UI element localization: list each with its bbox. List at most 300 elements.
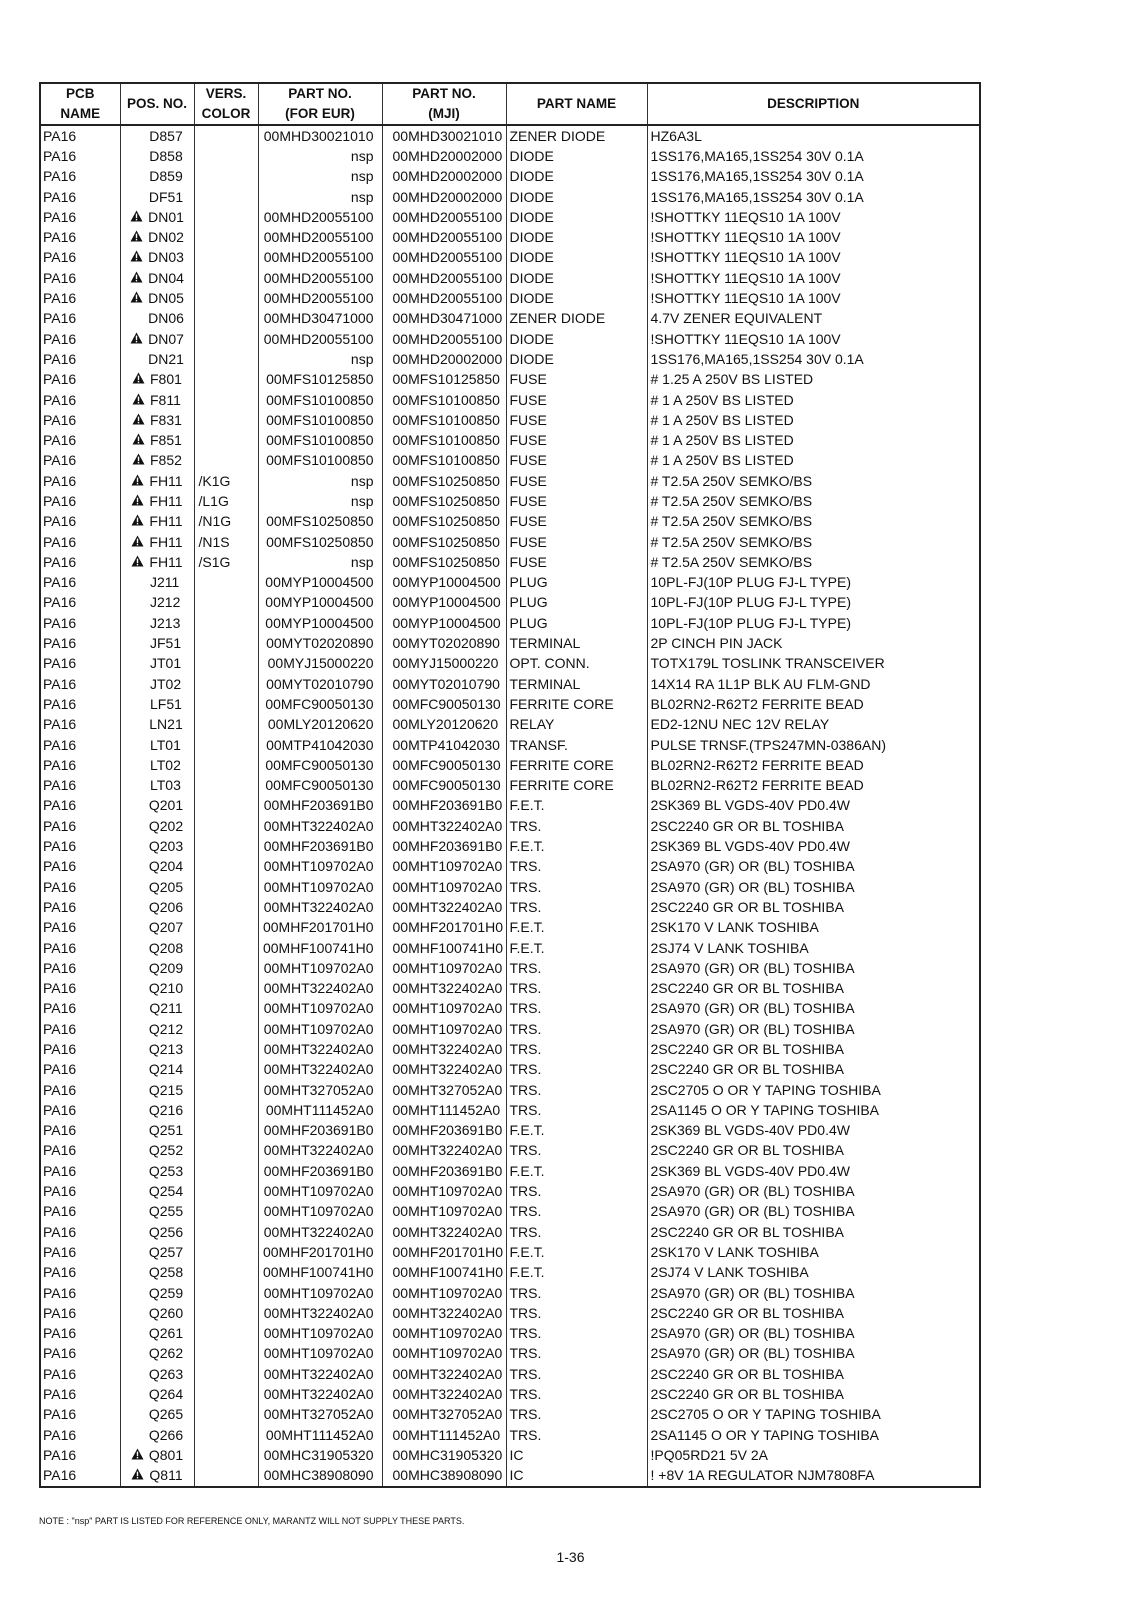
vers-color-cell bbox=[194, 796, 258, 816]
pos-no-cell bbox=[120, 1263, 194, 1283]
page-number: 1-36 bbox=[556, 1549, 585, 1565]
part-no-eur-cell: 00MLY20120620 bbox=[258, 715, 382, 735]
vers-color-cell bbox=[194, 309, 258, 329]
pos-no-value: F801 bbox=[150, 371, 182, 388]
pos-no-value: LN21 bbox=[149, 716, 183, 733]
part-name-cell: F.E.T. bbox=[506, 796, 647, 816]
pcb-name-cell: PA16 bbox=[43, 756, 77, 773]
part-no-eur-cell: 00MHF100741H0 bbox=[258, 938, 382, 958]
vers-color-cell bbox=[194, 248, 258, 268]
pos-no-cell bbox=[120, 329, 194, 349]
vers-color-cell bbox=[194, 593, 258, 613]
part-name-cell: DIODE bbox=[506, 227, 647, 247]
part-name-cell: TRS. bbox=[506, 1324, 647, 1344]
part-name-cell: RELAY bbox=[506, 715, 647, 735]
pcb-name-cell: PA16 bbox=[43, 574, 77, 591]
pos-no-cell bbox=[120, 1425, 194, 1445]
part-no-eur-cell: 00MHF203691B0 bbox=[258, 836, 382, 856]
table-row bbox=[40, 816, 980, 836]
part-no-mji-cell: 00MHT322402A0 bbox=[382, 1141, 506, 1161]
vers-color-cell bbox=[194, 654, 258, 674]
description-cell: 2SA970 (GR) OR (BL) TOSHIBA bbox=[647, 1283, 980, 1303]
part-name-cell: FERRITE CORE bbox=[506, 776, 647, 796]
part-name-cell: FUSE bbox=[506, 532, 647, 552]
part-no-eur-cell: 00MHT322402A0 bbox=[258, 1384, 382, 1404]
part-no-eur-cell: 00MHT109702A0 bbox=[258, 857, 382, 877]
pos-no-value: DN07 bbox=[148, 330, 184, 347]
pcb-name-cell: PA16 bbox=[43, 655, 77, 672]
table-row bbox=[40, 776, 980, 796]
table-row bbox=[40, 227, 980, 247]
part-no-mji-cell: 00MFC90050130 bbox=[382, 776, 506, 796]
pos-no-value: D858 bbox=[149, 147, 183, 164]
pcb-name-cell: PA16 bbox=[43, 1041, 77, 1057]
part-no-mji-cell: 00MHT327052A0 bbox=[382, 1080, 506, 1100]
pos-no-cell bbox=[120, 451, 194, 471]
pcb-name-cell: PA16 bbox=[43, 594, 77, 611]
description-cell: # 1 A 250V BS LISTED bbox=[647, 390, 980, 410]
pos-no-value: Q260 bbox=[148, 1304, 184, 1321]
pcb-name-cell: PA16 bbox=[43, 1426, 77, 1443]
part-no-eur-cell: 00MHF203691B0 bbox=[258, 1121, 382, 1141]
pos-no-value: Q266 bbox=[148, 1426, 184, 1443]
vers-color-cell bbox=[194, 1303, 258, 1323]
part-no-eur-cell: 00MHC31905320 bbox=[258, 1445, 382, 1465]
table-row bbox=[40, 958, 980, 978]
vers-color-cell: /N1S bbox=[194, 532, 258, 552]
description-cell: BL02RN2-R62T2 FERRITE BEAD bbox=[647, 694, 980, 714]
pcb-name-cell: PA16 bbox=[43, 1446, 77, 1463]
vers-color-cell bbox=[194, 1384, 258, 1404]
pos-no-cell bbox=[120, 1303, 194, 1323]
pos-no-value: F831 bbox=[150, 411, 182, 428]
part-no-mji-cell: 00MFC90050130 bbox=[382, 755, 506, 775]
part-name-cell: IC bbox=[506, 1466, 647, 1487]
pcb-name-cell: PA16 bbox=[43, 371, 77, 388]
part-no-eur-cell: nsp bbox=[258, 187, 382, 207]
pos-no-cell bbox=[120, 207, 194, 227]
pos-no-cell bbox=[120, 1324, 194, 1344]
vers-color-cell bbox=[194, 613, 258, 633]
header-vers-top: VERS. bbox=[194, 83, 258, 104]
description-cell: !SHOTTKY 11EQS10 1A 100V bbox=[647, 248, 980, 268]
vers-color-cell bbox=[194, 1242, 258, 1262]
pos-no-value: DN21 bbox=[148, 350, 184, 367]
part-no-mji-cell: 00MHD20055100 bbox=[382, 329, 506, 349]
warning-triangle-icon bbox=[130, 210, 145, 222]
part-no-eur-cell: 00MHT109702A0 bbox=[258, 1202, 382, 1222]
vers-color-cell bbox=[194, 938, 258, 958]
pos-no-cell bbox=[120, 694, 194, 714]
part-name-cell: TERMINAL bbox=[506, 633, 647, 653]
pcb-name-cell: PA16 bbox=[43, 959, 77, 976]
table-row bbox=[40, 1466, 980, 1487]
description-cell: !SHOTTKY 11EQS10 1A 100V bbox=[647, 207, 980, 227]
pos-no-value: Q202 bbox=[148, 817, 184, 834]
description-cell: 10PL-FJ(10P PLUG FJ-L TYPE) bbox=[647, 613, 980, 633]
pos-no-value: Q211 bbox=[149, 1000, 183, 1017]
pos-no-value: LF51 bbox=[150, 695, 182, 712]
vers-color-cell bbox=[194, 755, 258, 775]
part-no-eur-cell: 00MHT109702A0 bbox=[258, 1324, 382, 1344]
description-cell: # T2.5A 250V SEMKO/BS bbox=[647, 532, 980, 552]
pos-no-cell bbox=[120, 167, 194, 187]
pos-no-value: Q204 bbox=[148, 858, 184, 875]
description-cell: # T2.5A 250V SEMKO/BS bbox=[647, 491, 980, 511]
part-name-cell: TRS. bbox=[506, 1039, 647, 1059]
pos-no-value: Q257 bbox=[148, 1243, 184, 1260]
pos-no-cell bbox=[120, 512, 194, 532]
pos-no-cell bbox=[120, 491, 194, 511]
part-no-mji-cell: 00MFS10100850 bbox=[382, 430, 506, 450]
description-cell: !SHOTTKY 11EQS10 1A 100V bbox=[647, 268, 980, 288]
pcb-name-cell: PA16 bbox=[43, 1325, 77, 1342]
pos-no-value: DF51 bbox=[148, 188, 184, 205]
part-no-mji-cell: 00MHT109702A0 bbox=[382, 877, 506, 897]
table-row bbox=[40, 390, 980, 410]
part-name-cell: DIODE bbox=[506, 146, 647, 166]
header-part-name: PART NAME bbox=[506, 83, 647, 125]
pos-no-cell bbox=[120, 288, 194, 308]
pos-no-value: DN03 bbox=[148, 249, 184, 266]
pos-no-cell bbox=[120, 1019, 194, 1039]
description-cell: BL02RN2-R62T2 FERRITE BEAD bbox=[647, 776, 980, 796]
pos-no-cell bbox=[120, 125, 194, 146]
description-cell: 2SC2240 GR OR BL TOSHIBA bbox=[647, 1364, 980, 1384]
description-cell: # T2.5A 250V SEMKO/BS bbox=[647, 471, 980, 491]
header-description: DESCRIPTION bbox=[647, 83, 980, 125]
vers-color-cell: /L1G bbox=[194, 491, 258, 511]
pos-no-cell bbox=[120, 654, 194, 674]
warning-triangle-icon bbox=[131, 1448, 146, 1460]
part-no-eur-cell: 00MHF100741H0 bbox=[258, 1263, 382, 1283]
part-no-mji-cell: 00MHF201701H0 bbox=[382, 1242, 506, 1262]
table-row bbox=[40, 1121, 980, 1141]
part-no-eur-cell: 00MFS10250850 bbox=[258, 532, 382, 552]
pos-no-value: F811 bbox=[150, 391, 181, 408]
vers-color-cell bbox=[194, 1019, 258, 1039]
pcb-name-cell: PA16 bbox=[43, 452, 77, 469]
pos-no-value: DN02 bbox=[148, 229, 184, 246]
vers-color-cell: /K1G bbox=[194, 471, 258, 491]
description-cell: 2SA970 (GR) OR (BL) TOSHIBA bbox=[647, 1181, 980, 1201]
warning-triangle-icon bbox=[130, 230, 145, 242]
pos-no-cell bbox=[120, 715, 194, 735]
table-row bbox=[40, 1405, 980, 1425]
pos-no-cell bbox=[120, 349, 194, 369]
part-no-mji-cell: 00MHD20002000 bbox=[382, 349, 506, 369]
pcb-name-cell: PA16 bbox=[43, 695, 77, 712]
part-no-eur-cell: 00MHT327052A0 bbox=[258, 1405, 382, 1425]
table-row bbox=[40, 573, 980, 593]
part-no-eur-cell: 00MHT109702A0 bbox=[258, 958, 382, 978]
part-no-eur-cell: 00MHT322402A0 bbox=[258, 816, 382, 836]
part-no-mji-cell: 00MLY20120620 bbox=[382, 715, 506, 735]
part-no-mji-cell: 00MHC31905320 bbox=[382, 1445, 506, 1465]
pos-no-value: Q210 bbox=[148, 980, 184, 997]
pcb-name-cell: PA16 bbox=[43, 472, 77, 489]
pcb-name-cell: PA16 bbox=[43, 411, 77, 428]
part-name-cell: TRS. bbox=[506, 1364, 647, 1384]
part-no-eur-cell: 00MHD20055100 bbox=[258, 288, 382, 308]
vers-color-cell bbox=[194, 1466, 258, 1487]
description-cell: !SHOTTKY 11EQS10 1A 100V bbox=[647, 288, 980, 308]
vers-color-cell bbox=[194, 410, 258, 430]
vers-color-cell bbox=[194, 1080, 258, 1100]
part-name-cell: FUSE bbox=[506, 491, 647, 511]
pos-no-cell bbox=[120, 1445, 194, 1465]
part-no-eur-cell: 00MYP10004500 bbox=[258, 613, 382, 633]
part-no-mji-cell: 00MHT109702A0 bbox=[382, 958, 506, 978]
table-row bbox=[40, 613, 980, 633]
part-name-cell: TRS. bbox=[506, 897, 647, 917]
description-cell: PULSE TRNSF.(TPS247MN-0386AN) bbox=[647, 735, 980, 755]
header-mji-top: PART NO. bbox=[382, 83, 506, 104]
pos-no-value: Q201 bbox=[148, 797, 184, 814]
table-row bbox=[40, 1324, 980, 1344]
part-no-eur-cell: 00MHT322402A0 bbox=[258, 1364, 382, 1384]
part-no-mji-cell: 00MHT109702A0 bbox=[382, 1181, 506, 1201]
part-no-eur-cell: 00MHT109702A0 bbox=[258, 1019, 382, 1039]
part-no-eur-cell: 00MYP10004500 bbox=[258, 593, 382, 613]
pcb-name-cell: PA16 bbox=[43, 229, 77, 246]
vers-color-cell bbox=[194, 227, 258, 247]
part-no-eur-cell: 00MHF201701H0 bbox=[258, 918, 382, 938]
part-no-eur-cell: 00MFC90050130 bbox=[258, 694, 382, 714]
pos-no-cell bbox=[120, 268, 194, 288]
pcb-name-cell: PA16 bbox=[43, 919, 77, 936]
part-no-mji-cell: 00MHT109702A0 bbox=[382, 857, 506, 877]
part-no-mji-cell: 00MHT109702A0 bbox=[382, 1344, 506, 1364]
pos-no-cell bbox=[120, 1039, 194, 1059]
description-cell: 2SA970 (GR) OR (BL) TOSHIBA bbox=[647, 877, 980, 897]
description-cell: 2SC2240 GR OR BL TOSHIBA bbox=[647, 1141, 980, 1161]
table-row bbox=[40, 125, 980, 146]
pos-no-cell bbox=[120, 552, 194, 572]
part-name-cell: TRS. bbox=[506, 857, 647, 877]
pos-no-value: JT01 bbox=[150, 655, 182, 672]
part-no-mji-cell: 00MHT327052A0 bbox=[382, 1405, 506, 1425]
part-no-mji-cell: 00MTP41042030 bbox=[382, 735, 506, 755]
table-row bbox=[40, 167, 980, 187]
pos-no-value: F851 bbox=[150, 432, 182, 449]
pcb-name-cell: PA16 bbox=[43, 614, 77, 631]
part-name-cell: FUSE bbox=[506, 410, 647, 430]
table-row bbox=[40, 1283, 980, 1303]
table-row bbox=[40, 1303, 980, 1323]
description-cell: 1SS176,MA165,1SS254 30V 0.1A bbox=[647, 167, 980, 187]
part-no-mji-cell: 00MHF203691B0 bbox=[382, 1121, 506, 1141]
part-name-cell: TRS. bbox=[506, 1222, 647, 1242]
description-cell: 2P CINCH PIN JACK bbox=[647, 633, 980, 653]
table-row bbox=[40, 735, 980, 755]
pcb-name-cell: PA16 bbox=[43, 878, 77, 895]
pcb-name-cell: PA16 bbox=[43, 716, 77, 733]
description-cell: 1SS176,MA165,1SS254 30V 0.1A bbox=[647, 146, 980, 166]
table-row bbox=[40, 532, 980, 552]
pos-no-cell bbox=[120, 1242, 194, 1262]
pos-no-value: FH11 bbox=[149, 553, 183, 570]
pcb-name-cell: PA16 bbox=[43, 310, 77, 327]
table-row bbox=[40, 694, 980, 714]
description-cell: 2SK170 V LANK TOSHIBA bbox=[647, 1242, 980, 1262]
table-row bbox=[40, 999, 980, 1019]
pos-no-value: Q208 bbox=[148, 939, 184, 956]
part-no-mji-cell: 00MHT322402A0 bbox=[382, 1384, 506, 1404]
table-row bbox=[40, 329, 980, 349]
table-row bbox=[40, 715, 980, 735]
part-no-eur-cell: 00MFS10100850 bbox=[258, 451, 382, 471]
part-name-cell: TRANSF. bbox=[506, 735, 647, 755]
description-cell: 2SK369 BL VGDS-40V PD0.4W bbox=[647, 1121, 980, 1141]
description-cell: 2SA970 (GR) OR (BL) TOSHIBA bbox=[647, 1019, 980, 1039]
part-no-mji-cell: 00MHD20002000 bbox=[382, 167, 506, 187]
vers-color-cell bbox=[194, 573, 258, 593]
pcb-name-cell: PA16 bbox=[43, 736, 77, 753]
pcb-name-cell: PA16 bbox=[43, 513, 77, 530]
pcb-name-cell: PA16 bbox=[43, 1467, 77, 1484]
description-cell: 2SC2240 GR OR BL TOSHIBA bbox=[647, 1039, 980, 1059]
table-row bbox=[40, 1384, 980, 1404]
part-no-eur-cell: 00MHT322402A0 bbox=[258, 1060, 382, 1080]
pcb-name-cell: PA16 bbox=[43, 635, 77, 652]
pos-no-value: DN05 bbox=[148, 290, 184, 307]
description-cell: 2SC2240 GR OR BL TOSHIBA bbox=[647, 978, 980, 998]
pcb-name-cell: PA16 bbox=[43, 1203, 77, 1220]
vers-color-cell bbox=[194, 877, 258, 897]
table-row bbox=[40, 755, 980, 775]
part-no-mji-cell: 00MHF203691B0 bbox=[382, 836, 506, 856]
table-row bbox=[40, 512, 980, 532]
pos-no-cell bbox=[120, 248, 194, 268]
part-no-mji-cell: 00MFS10100850 bbox=[382, 390, 506, 410]
pcb-name-cell: PA16 bbox=[43, 188, 77, 205]
pos-no-cell bbox=[120, 938, 194, 958]
table-row bbox=[40, 674, 980, 694]
vers-color-cell bbox=[194, 857, 258, 877]
pos-no-value: DN06 bbox=[148, 310, 184, 327]
part-no-eur-cell: 00MHD20055100 bbox=[258, 207, 382, 227]
pos-no-cell bbox=[120, 1364, 194, 1384]
pcb-name-cell: PA16 bbox=[43, 1345, 77, 1362]
description-cell: 2SC2705 O OR Y TAPING TOSHIBA bbox=[647, 1080, 980, 1100]
pos-no-cell bbox=[120, 897, 194, 917]
table-row bbox=[40, 1364, 980, 1384]
table-row bbox=[40, 836, 980, 856]
table-row bbox=[40, 288, 980, 308]
table-row bbox=[40, 430, 980, 450]
header-eur-top: PART NO. bbox=[258, 83, 382, 104]
part-name-cell: TRS. bbox=[506, 1344, 647, 1364]
vers-color-cell bbox=[194, 1324, 258, 1344]
description-cell: 10PL-FJ(10P PLUG FJ-L TYPE) bbox=[647, 573, 980, 593]
pos-no-cell bbox=[120, 573, 194, 593]
pos-no-value: LT01 bbox=[150, 736, 181, 753]
pcb-name-cell: PA16 bbox=[43, 777, 77, 794]
header-pcb-bottom: NAME bbox=[40, 104, 120, 125]
pos-no-value: Q209 bbox=[148, 959, 184, 976]
pcb-name-cell: PA16 bbox=[43, 350, 77, 367]
part-name-cell: F.E.T. bbox=[506, 918, 647, 938]
vers-color-cell bbox=[194, 451, 258, 471]
vers-color-cell bbox=[194, 1100, 258, 1120]
table-row bbox=[40, 1425, 980, 1445]
part-no-mji-cell: 00MHD20002000 bbox=[382, 146, 506, 166]
part-no-mji-cell: 00MHT111452A0 bbox=[382, 1100, 506, 1120]
warning-triangle-icon bbox=[132, 413, 147, 425]
part-name-cell: TRS. bbox=[506, 1060, 647, 1080]
table-row bbox=[40, 309, 980, 329]
header-pos: POS. NO. bbox=[120, 83, 194, 125]
description-cell: 2SK170 V LANK TOSHIBA bbox=[647, 918, 980, 938]
part-no-eur-cell: 00MYT02010790 bbox=[258, 674, 382, 694]
description-cell: # 1 A 250V BS LISTED bbox=[647, 410, 980, 430]
pcb-name-cell: PA16 bbox=[43, 492, 77, 509]
pos-no-value: FH11 bbox=[149, 492, 183, 509]
part-no-mji-cell: 00MHT322402A0 bbox=[382, 897, 506, 917]
part-name-cell: TRS. bbox=[506, 1080, 647, 1100]
pos-no-cell bbox=[120, 1222, 194, 1242]
pcb-name-cell: PA16 bbox=[43, 249, 77, 266]
table-row bbox=[40, 451, 980, 471]
table-row bbox=[40, 918, 980, 938]
description-cell: BL02RN2-R62T2 FERRITE BEAD bbox=[647, 755, 980, 775]
table-row bbox=[40, 471, 980, 491]
table-row bbox=[40, 187, 980, 207]
pos-no-cell bbox=[120, 776, 194, 796]
pos-no-cell bbox=[120, 857, 194, 877]
part-no-mji-cell: 00MHT322402A0 bbox=[382, 1303, 506, 1323]
part-no-eur-cell: 00MHT109702A0 bbox=[258, 1344, 382, 1364]
vers-color-cell bbox=[194, 918, 258, 938]
warning-triangle-icon bbox=[132, 453, 147, 465]
pos-no-cell bbox=[120, 1141, 194, 1161]
table-row bbox=[40, 410, 980, 430]
part-name-cell: DIODE bbox=[506, 329, 647, 349]
description-cell: # T2.5A 250V SEMKO/BS bbox=[647, 552, 980, 572]
part-name-cell: TRS. bbox=[506, 1303, 647, 1323]
pos-no-value: Q255 bbox=[148, 1203, 184, 1220]
part-name-cell: DIODE bbox=[506, 207, 647, 227]
pcb-name-cell: PA16 bbox=[43, 817, 77, 834]
description-cell: ! +8V 1A REGULATOR NJM7808FA bbox=[647, 1466, 980, 1487]
footnote: NOTE : "nsp" PART IS LISTED FOR REFERENCE ONLY, MARANTZ WILL NOT SUPPLY THESE PARTS. bbox=[39, 1516, 465, 1526]
vers-color-cell bbox=[194, 1283, 258, 1303]
part-no-eur-cell: 00MHT322402A0 bbox=[258, 1222, 382, 1242]
part-name-cell: FUSE bbox=[506, 370, 647, 390]
pos-no-value: D857 bbox=[149, 127, 183, 144]
pos-no-value: Q207 bbox=[148, 919, 184, 936]
pos-no-cell bbox=[120, 1466, 194, 1487]
pcb-name-cell: PA16 bbox=[43, 1386, 77, 1403]
pos-no-value: Q265 bbox=[148, 1406, 184, 1423]
part-no-mji-cell: 00MHD20055100 bbox=[382, 207, 506, 227]
description-cell: 2SJ74 V LANK TOSHIBA bbox=[647, 938, 980, 958]
pos-no-cell bbox=[120, 593, 194, 613]
part-no-mji-cell: 00MYJ15000220 bbox=[382, 654, 506, 674]
pos-no-cell bbox=[120, 532, 194, 552]
part-no-mji-cell: 00MHF203691B0 bbox=[382, 1161, 506, 1181]
part-no-eur-cell: 00MFS10100850 bbox=[258, 390, 382, 410]
vers-color-cell bbox=[194, 146, 258, 166]
part-no-mji-cell: 00MHD20055100 bbox=[382, 248, 506, 268]
part-name-cell: F.E.T. bbox=[506, 836, 647, 856]
vers-color-cell bbox=[194, 978, 258, 998]
part-name-cell: FUSE bbox=[506, 552, 647, 572]
vers-color-cell: /N1G bbox=[194, 512, 258, 532]
pos-no-value: Q212 bbox=[148, 1020, 184, 1037]
parts-list-table bbox=[39, 82, 981, 1488]
